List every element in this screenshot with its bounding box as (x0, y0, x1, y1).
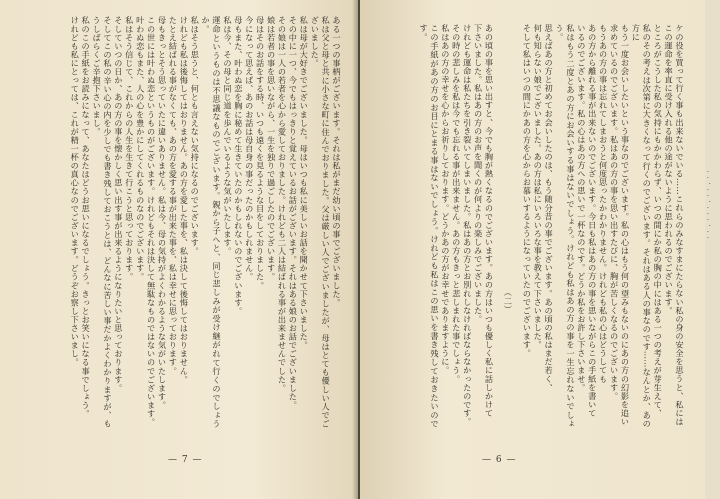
left-page-line: そしてこの私の辛い心の内を少しでも書き残しておこうとは、どんなに苦しい事だかよくわかりますが、もうしばらくご辛抱下さいまし。 (92, 16, 113, 428)
right-page-line: あの方から離れる事が出来ないのでございます。今日も私はあの方の事を思いながらこの手紙を書いて (587, 24, 598, 418)
right-page-number: — 6 — (482, 455, 517, 465)
right-page-line: その時の悲しみを私は今でも忘れる事が出来ません。あの方もきっと悲しまれた事でしょう。 (451, 24, 462, 384)
left-page-line: その中に一つ、今でもはっきりと覚えているお話がございます。それはある娘のお話でございました。 (288, 16, 299, 410)
left-page-line: 娘は若者の事を思いながら、一生を独りで過ごしたのでございます。 (266, 16, 277, 282)
right-page-line: この運命を率直に受け入れる他の途がないように思われるのでございます。 (664, 24, 675, 315)
left-page-number: — 7 — (168, 455, 203, 465)
right-page-line: ところがこうした私の気持にもかかわらず、いつの間にか私の胸の中にはある一つの考えが芽生えて、 (653, 24, 664, 418)
left-page-line: 母もまた、叶わぬ恋を胸に秘めて生きていたのかもしれないのでございます。 (233, 16, 244, 316)
left-page-line: ある一つの事柄がございます。それは私がまだ幼い頃の事でございました。 (332, 16, 342, 307)
left-page-line: 私はそう信じて、これからの人生を生きて行こうと思っております。 (124, 16, 135, 282)
left-page-line: 私はそう思うと、何とも言えない気持になるのでございます。 (190, 16, 201, 256)
right-page-body (375, 24, 685, 428)
right-page-line: 思えばあの方と初めてお会いしたのは、もう随分昔の事でございます。あの頃の私はまだ若く、 (544, 24, 555, 392)
edge-marks: · · · · · · · · · · · · (707, 169, 711, 242)
right-page-line: もう一度お会いしたいという事なのでございます。私の心はもう何の望みもないのにあの方の幻影を追い (620, 24, 631, 426)
left-page-line: 母もきっとそう思っていたに違いありません。私は今、母の気持がよくわかるような気がいたします。 (157, 16, 168, 410)
left-page-line: 叶わぬ恋もまた、人の心を豊かにしてくれるものなのでございます。 (135, 16, 146, 282)
right-page-line: 何も知らない娘でございました。あの方は私にいろいろな事を教えて下さいました。 (533, 24, 544, 349)
left-page-line: 母はそのお話をする時、いつも遠くを見るような目をしておりました。 (255, 16, 266, 290)
section-heading: （二） (503, 288, 514, 314)
left-page-line: けれども私は後悔してはおりません。あの方を愛した事を、私は決して後悔してはおりません。 (179, 16, 190, 384)
right-page-line: そして私はいつの間にかあの方を心からお慕いするようになっていたのでございます。 (522, 24, 533, 358)
page-edge (705, 0, 720, 499)
left-page (0, 0, 358, 499)
left-page-line: 今になって思えば、あのお話は母自身の事だったのかもしれません。 (244, 16, 255, 282)
left-page-line: 私は父と母と共に小さな町に住んでおりました。父は厳しい人でございましたが、母はとても優しい人でございました。 (310, 16, 332, 428)
right-page-line: けれども運命は私たちを引き裂いてしまいました。私はあの方とお別れしなければならなかったのです。 (462, 24, 473, 426)
right-page (360, 0, 705, 499)
right-page-line: ケの役を買って行く事も出来ないでいる……これらのみなすまにたらない私の身の安全を思うと、私には (675, 24, 685, 426)
right-page-line: 求めているのでございます。私はあの方の事を思い出すたびに、胸が苦しくなるのでございます。 (609, 24, 620, 401)
right-page-line: いるのでございます。私の心はあの方への思いで一杯なのです。どうか私をお許し下さいませ。 (576, 24, 587, 392)
left-page-line: 私は母が大好きでございました。母はいつも私に美しいお話を聞かせて下さいました。 (299, 16, 310, 350)
right-page-line: 私のその考えは次第に大きくなって行くのでございます。それはある人の事なのです……なんとか、あの方に (631, 24, 653, 428)
left-page-line: その娘は一人の若者を心から愛しておりました。けれども二人は結ばれる事が出来ませんでした。 (277, 16, 288, 393)
left-page-line: 私のこの手紙をお読みになって、あなたはどうお思いになるでしょう。きっとお笑いになる事でしょう。 (81, 16, 92, 418)
left-page-line: この世には叶わぬ恋というものがございます。けれどもそれは決して無駄なものではないのでございます。 (146, 16, 157, 427)
right-page-line: 下さいました。私はあの方のお声を聞くのが何よりの楽しみでございました。 (473, 24, 484, 324)
right-page-line: 私はもう二度とあの方にお会いする事はないでしょう。けれども私はあの方の事を一生忘れないでしょう。 (555, 24, 576, 428)
right-page-line: もうあの方の事は忘れてしまおうと何度思ったかわかりません。けれども私の心はどうしても (598, 24, 609, 384)
right-page-line: あの頃の事を思い出すと、今でも胸が熱くなるのでございます。あの方はいつも優しく私に話しかけて (484, 24, 495, 418)
right-page-line: この手紙があの方のお目にとまる事はないでしょう。けれども私はこの思いを書き残しておきたいのです。 (419, 24, 440, 428)
left-page-line: たとえ結ばれる事がなくても、あの方を愛する事が出来た事を、私は幸せに思っております。 (168, 16, 179, 376)
right-page-line: 私はあの方の幸せを心からお祈りしております。どうかあの方がお幸せでありますように。 (440, 24, 451, 375)
left-page-line: 運命というものは不思議なものでございます。親から子へと、同じ悲しみが受け継がれて行くのでしょうか。 (201, 16, 223, 428)
left-page-line: けれども私にとっては、これが精一杯の真心なのでございます。どうぞお察し下さいまし。 (70, 16, 81, 367)
left-page-body (16, 16, 342, 428)
left-page-line: そしていつの日か、あの方の事を懐かしく思い出す事が出来るようになりたいと思っております。 (113, 16, 124, 393)
left-page-line: 私は今、その母と同じ道を歩んでいるような気がいたします。 (222, 16, 233, 256)
